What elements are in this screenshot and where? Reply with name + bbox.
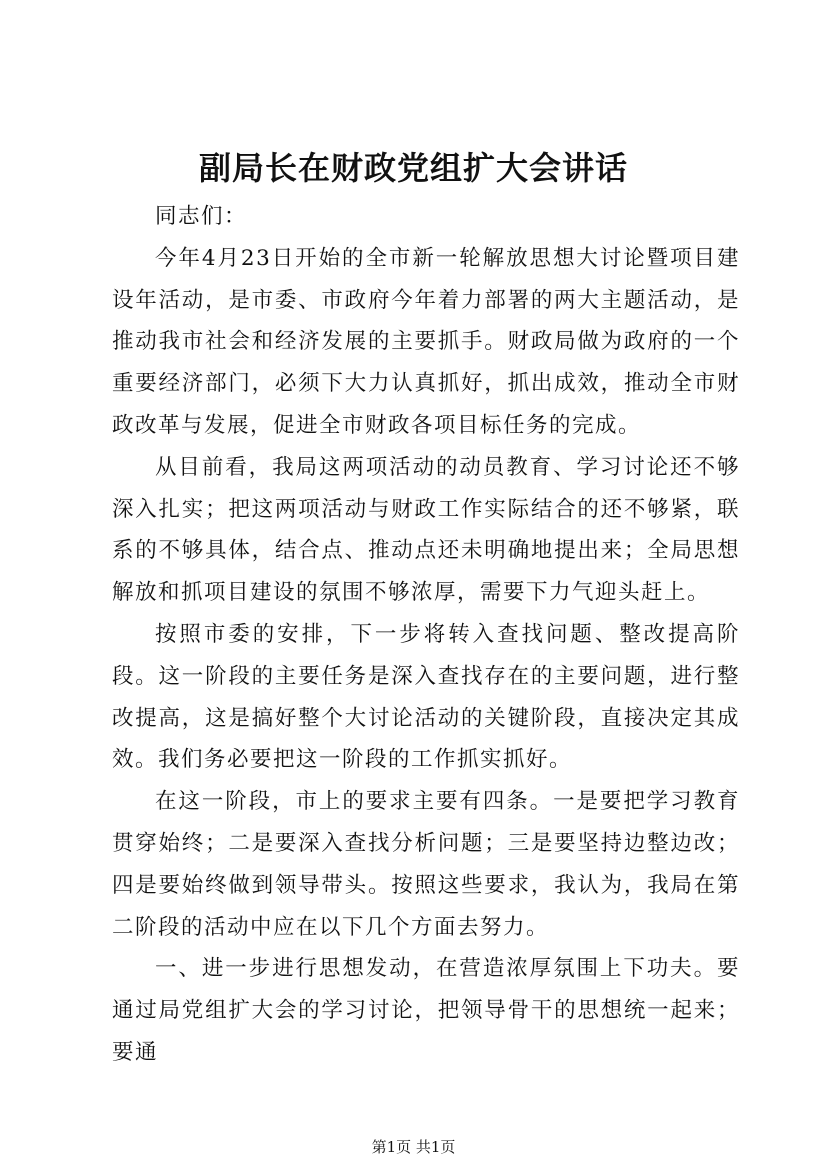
paragraph-2: 从目前看，我局这两项活动的动员教育、学习讨论还不够深入扎实；把这两项活动与财政工作实际结合的还不够紧，联系的不够具体，结合点、推动点还未明确地提出来；全局思想解放和抓项目建设的氛围不够浓厚，需要下力气迎头赶上。: [112, 454, 740, 606]
paragraph-3: 按照市委的安排，下一步将转入查找问题、整改提高阶段。这一阶段的主要任务是深入查找存在的主要问题，进行整改提高，这是搞好整个大讨论活动的关键阶段，直接决定其成效。我们务必要把这一阶段的工作抓实抓好。: [112, 621, 740, 773]
document-title: 副局长在财政党组扩大会讲话: [198, 149, 628, 187]
greeting: 同志们：: [155, 204, 248, 229]
document-body: [112, 196, 740, 1074]
paragraph-1: 今年4月23日开始的全市新一轮解放思想大讨论暨项目建设年活动，是市委、市政府今年着力部署的两大主题活动，是推动我市社会和经济发展的主要抓手。财政局做为政府的一个重要经济部门，必须下大力认真抓好，抓出成效，推动全市财政改革与发展，促进全市财政各项目标任务的完成。: [112, 245, 740, 438]
paragraph-4: 在这一阶段，市上的要求主要有四条。一是要把学习教育贯穿始终；二是要深入查找分析问题；三是要坚持边整边改；四是要始终做到领导带头。按照这些要求，我认为，我局在第二阶段的活动中应在以下几个方面去努力。: [112, 789, 740, 940]
paragraph-5: 一、进一步进行思想发动，在营造浓厚氛围上下功夫。要通过局党组扩大会的学习讨论，把领导骨干的思想统一起来；要通: [112, 956, 740, 1065]
page-number-footer: 第1页 共1页: [371, 1138, 456, 1156]
